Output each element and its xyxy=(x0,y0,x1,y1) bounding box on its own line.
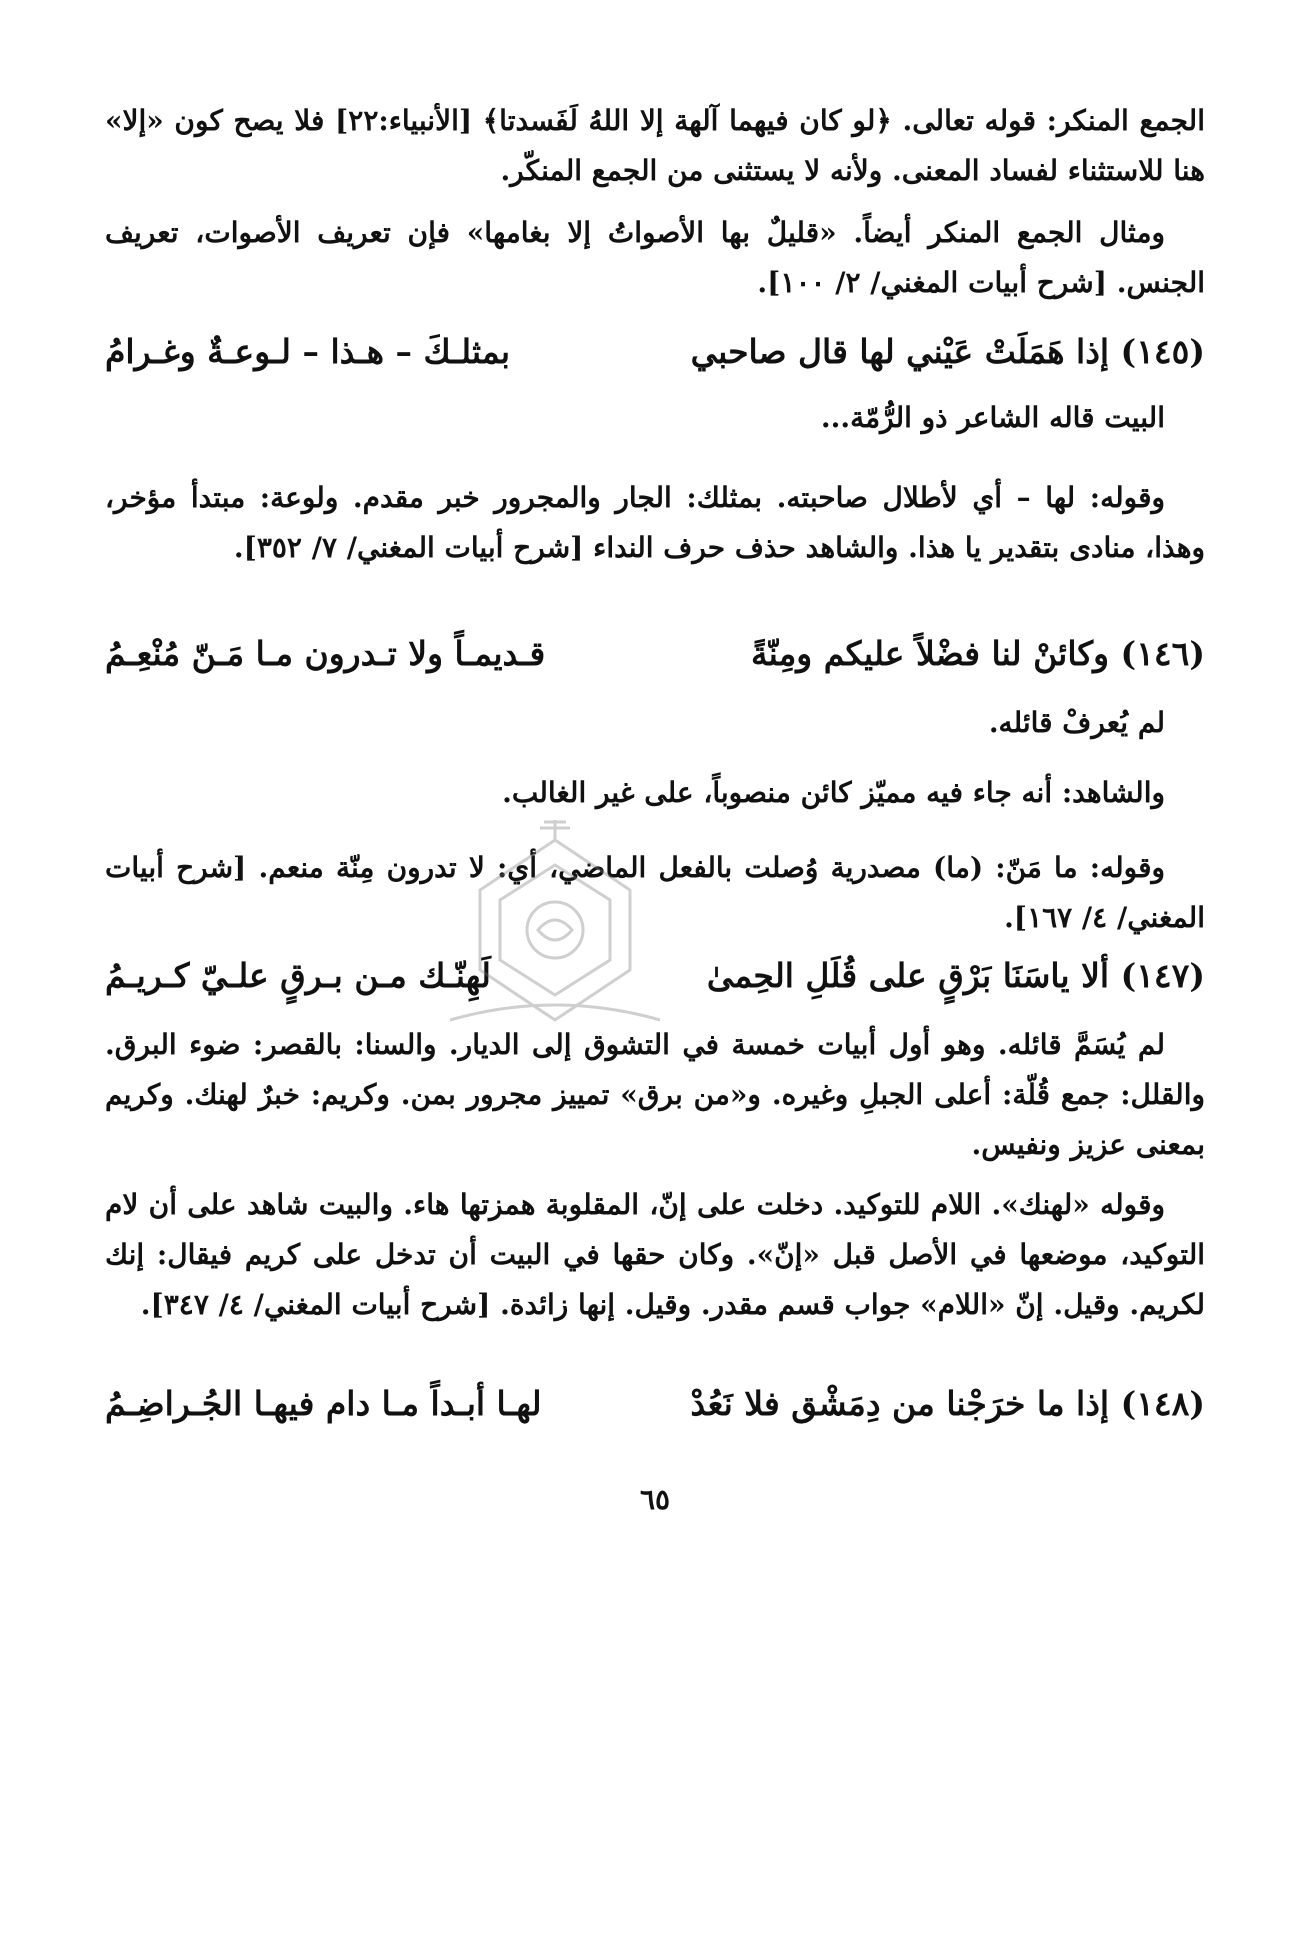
verse-second-hemistich: قـديمـاً ولا تـدرون مـا مَـنّ مُنْعِـمُ xyxy=(105,634,546,673)
verse-first-hemistich: (١٤٥) إذا هَمَلَتْ عَيْني لها قال صاحبي xyxy=(690,332,1205,371)
verse-first-hemistich: (١٤٧) ألا ياسَنَا بَرْقٍ على قُلَلِ الحِمىٰ xyxy=(706,956,1205,995)
paragraph-5: لم يُعرفْ قائله. xyxy=(988,706,1165,739)
paragraph-2: ومثال الجمع المنكر أيضاً. «قليلٌ بها الأصواتُ إلا بغامها» فإن تعريف الأصوات، تعريف الجنس. [شرح أبيات المغني/ ٢/ ١٠٠]. xyxy=(105,216,1205,299)
page-number: ٦٥ xyxy=(639,1483,671,1516)
verse-first-hemistich: (١٤٨) إذا ما خرَجْنا من دِمَشْق فلا نَعُدْ xyxy=(690,1384,1205,1423)
verse-first-hemistich: (١٤٦) وكائنْ لنا فضْلاً عليكم ومِنّةً xyxy=(750,634,1205,673)
verse-148 xyxy=(105,1376,1205,1432)
verse-second-hemistich: لهـا أبـداً مـا دام فيهـا الجُـراضِـمُ xyxy=(105,1384,542,1423)
paragraph-7: وقوله: ما مَنّ: (ما) مصدرية وُصلت بالفعل الماضي، أي: لا تدرون مِنّة منعم. [شرح أبيات المغني/ ٤/ ١٦٧]. xyxy=(105,851,1205,934)
verse-second-hemistich: لَهِنّـك مـن بـرقٍ علـيّ كـريـمُ xyxy=(105,956,491,995)
paragraph-8: لم يُسَمَّ قائله. وهو أول أبيات خمسة في التشوق إلى الديار. والسنا: بالقصر: ضوء البرق. والقلل: جمع قُلّة: أعلى الجبلِ وغيره. و«من برق» تمييز مجرور بمن. وكريم: خبرٌ لهنك. وكريم بمعنى عزيز ونفيس. xyxy=(105,1028,1205,1161)
paragraph-3: البيت قاله الشاعر ذو الرُّمّة... xyxy=(820,401,1165,434)
paragraph-6: والشاهد: أنه جاء فيه مميّز كائن منصوباً، على غير الغالب. xyxy=(502,776,1165,809)
paragraph-1: الجمع المنكر: قوله تعالى. ﴿لو كان فيهما آلهة إلا اللهُ لَفَسدتا﴾ [الأنبياء:٢٢] فلا يصح كون «إلا» هنا للاستثناء لفساد المعنى. ولأنه لا يستثنى من الجمع المنكّر. xyxy=(105,104,1205,187)
paragraph-4: وقوله: لها – أي لأطلال صاحبته. بمثلك: الجار والمجرور خبر مقدم. ولوعة: مبتدأ مؤخر، وهذا، منادى بتقدير يا هذا. والشاهد حذف حرف النداء [شرح أبيات المغني/ ٧/ ٣٥٢]. xyxy=(105,481,1205,564)
paragraph-9: وقوله «لهنك». اللام للتوكيد. دخلت على إنّ، المقلوبة همزتها هاء. والبيت شاهد على أن لام التوكيد، موضعها في الأصل قبل «إنّ». وكان حقها في البيت أن تدخل على كريم فيقال: إنك لكريم. وقيل. إنّ «اللام» جواب قسم مقدر. وقيل. إنها زائدة. [شرح أبيات المغني/ ٤/ ٣٤٧]. xyxy=(105,1188,1206,1321)
verse-second-hemistich: بمثلـكَ – هـذا – لـوعـةٌ وغـرامُ xyxy=(105,332,511,371)
library-seal-icon xyxy=(430,820,680,1050)
verse-145 xyxy=(105,324,1205,380)
verse-146 xyxy=(105,626,1205,682)
